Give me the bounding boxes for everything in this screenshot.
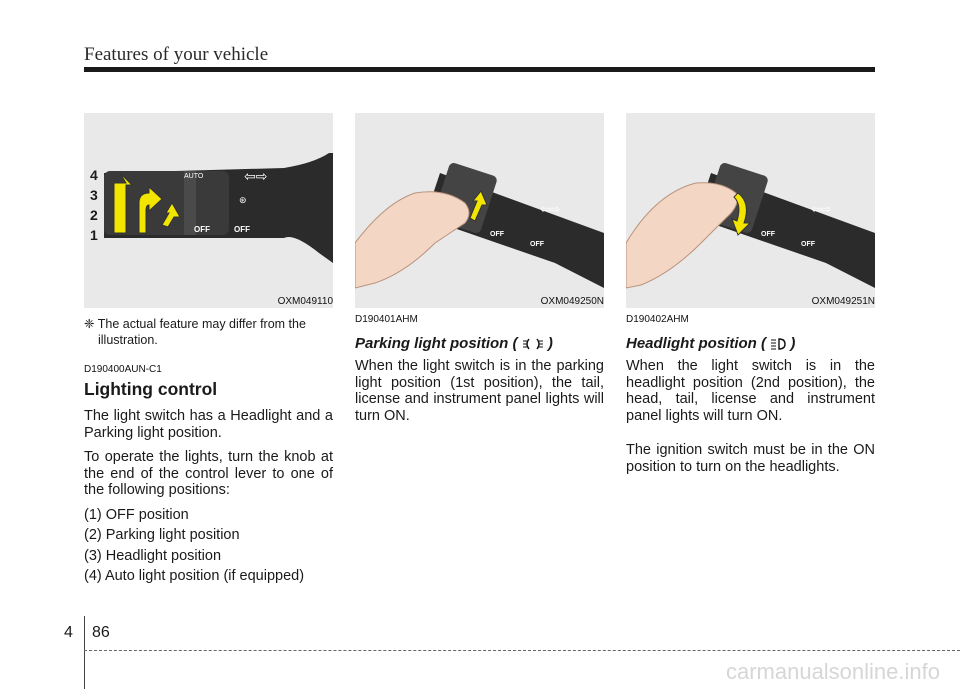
page-number: 86	[92, 624, 110, 641]
body-paragraph: When the light switch is in the parking light position (1st position), the tail, license and instrument panel lights will turn ON.	[355, 358, 604, 424]
off-label: OFF	[194, 225, 210, 234]
fog-light-symbol: ⊛	[239, 195, 247, 205]
figure-code: OXM049251N	[811, 296, 875, 307]
note-symbol: ❈	[84, 317, 95, 331]
parking-light-icon	[522, 337, 544, 351]
figure-headlight	[626, 113, 875, 308]
body-paragraph: When the light switch is in the headlight position (2nd position), the head, tail, license and instrument panel lights will turn ON.	[626, 358, 875, 424]
note-text: The actual feature may differ from the illustration.	[97, 317, 306, 347]
heading-text: Parking light position (	[355, 335, 518, 352]
position-marker-1: 1	[90, 227, 98, 243]
section-code: D190400AUN-C1	[84, 364, 162, 375]
heading-text: Headlight position (	[626, 335, 766, 352]
off-label: OFF	[234, 225, 250, 234]
body-paragraph: The light switch has a Headlight and a Parking light position.	[84, 408, 333, 441]
figure-parking-light	[355, 113, 604, 308]
body-paragraph: The ignition switch must be in the ON position to turn on the headlights.	[626, 442, 875, 475]
chapter-number: 4	[64, 624, 73, 641]
off-label: OFF	[530, 241, 544, 248]
svg-text:⇦⇨: ⇦⇨	[244, 169, 268, 185]
heading-text: )	[547, 335, 553, 352]
auto-label: AUTO	[184, 173, 204, 180]
column-headlight	[626, 314, 875, 483]
figure-code: OXM049250N	[540, 296, 604, 307]
svg-text:⇦⇨: ⇦⇨	[811, 202, 832, 216]
footer-divider	[84, 616, 85, 689]
figure-code: OXM049110	[277, 296, 333, 307]
section-code: D190402AHM	[626, 314, 689, 325]
column-parking-light	[355, 314, 604, 432]
headlight-icon	[770, 337, 786, 351]
svg-text:⇦⇨: ⇦⇨	[540, 202, 561, 216]
list-item: (4) Auto light position (if equipped)	[84, 568, 305, 584]
list-item: (1) OFF position	[84, 506, 189, 523]
section-code: D190401AHM	[355, 314, 418, 325]
list-item: (3) Headlight position	[84, 547, 222, 564]
position-marker-4: 4	[90, 167, 98, 183]
off-label: OFF	[761, 231, 775, 238]
page-header-title: Features of your vehicle	[84, 44, 269, 65]
section-heading	[626, 335, 875, 352]
position-marker-2: 2	[90, 207, 98, 223]
footer-dashed-rule	[84, 650, 960, 651]
section-heading	[355, 335, 604, 352]
column-lighting-control	[84, 314, 333, 589]
figure-light-switch-positions	[84, 113, 333, 308]
body-paragraph: To operate the lights, turn the knob at the end of the control lever to one of the following positions:	[84, 449, 333, 498]
watermark: carmanualsonline.info	[725, 659, 940, 684]
heading-text: )	[790, 335, 796, 352]
header-rule	[84, 67, 875, 72]
off-label: OFF	[490, 231, 504, 238]
list-item: (2) Parking light position	[84, 527, 240, 543]
position-marker-3: 3	[90, 187, 98, 203]
section-heading: Lighting control	[84, 379, 218, 399]
illustration-note	[84, 316, 333, 348]
off-label: OFF	[801, 241, 815, 248]
